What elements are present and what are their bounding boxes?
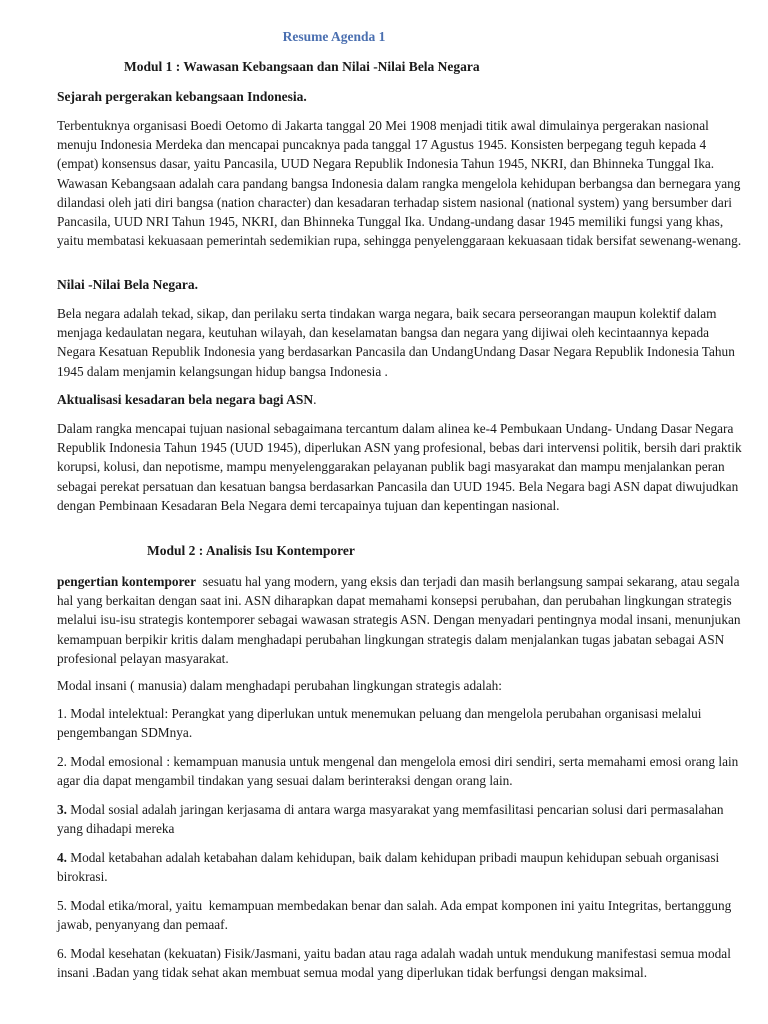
list-item-2 — [57, 752, 747, 790]
list-item-3 — [57, 800, 747, 838]
list-item-text: Modal ketabahan adalah ketabahan dalam kehidupan, baik dalam kehidupan pribadi maupun kehidupan sebuah organisasi birokrasi. — [57, 850, 720, 885]
paragraph-sejarah: Terbentuknya organisasi Boedi Oetomo di Jakarta tanggal 20 Mei 1908 menjadi titik awal dimulainya pergerakan nasional menuju Indonesia Merdeka dan mencapai puncaknya pada tanggal 17 Agustus 1945. Konsisten berpegang teguh kepada 4 (empat) konsensus dasar, yaitu Pancasila, UUD Negara Republik Indonesia Tahun 1945, NKRI, dan Bhinneka Tunggal Ika. Wawasan Kebangsaan adalah cara pandang bangsa Indonesia dalam rangka mengelola kehidupan berbangsa dan bernegara yang dilandasi oleh jati diri bangsa (nation character) dan kesadaran terhadap sistem nasional (national system) yang bersumber dari Pancasila, UUD NRI Tahun 1945, NKRI, dan Bhinneka Tunggal Ika. Undang-undang dasar 1945 memiliki fungsi yang khas, yaitu membatasi kekuasaan pemerintah sedemikian rupa, sehingga penyelenggaraan kekuasaan tidak bersifat sewenang-wenang. — [57, 118, 742, 249]
definition-kontemporer: sesuatu hal yang modern, yang eksis dan terjadi dan masih berlangsung sampai sekarang, atau segala hal yang berkaitan dengan saat ini. ASN diharapkan dapat memahami konsepsi perubahan, dan perubahan lingkungan strategis melalui isu-isu strategis kontemporer sebagai wawasan strategis ASN. Dengan menyadari pentingnya modal insani, menunjukan kemampuan berpikir kritis dalam menghadapi perubahan lingkungan strategis dalam menjalankan tugas jabatan sebagai ASN profesional pelayan masyarakat. — [57, 574, 744, 666]
paragraph-aktualisasi: Dalam rangka mencapai tujuan nasional sebagaimana tercantum dalam alinea ke-4 Pembukaan Undang- Undang Dasar Negara Republik Indonesia Tahun 1945 (UUD 1945), diperlukan ASN yang profesional, bebas dari intervensi politik, bersih dari praktik korupsi, kolusi, dan nepotisme, mampu menyelenggarakan pelayanan publik bagi masyarakat dan mampu menjalankan peran sebagai perekat persatuan dan kesatuan bangsa berdasarkan Pancasila dan UUD 1945. Bela Negara bagi ASN dapat diwujudkan dengan Pembinaan Kesadaran Bela Negara demi tercapainya tujuan dan kepentingan nasional. — [57, 421, 742, 513]
list-item-text: Modal emosional : kemampuan manusia untuk mengenal dan mengelola emosi diri sendiri, serta memahami emosi orang lain agar dia dapat mengambil tindakan yang sesuai dalam berinteraksi dengan orang lain. — [57, 754, 739, 789]
list-item-number: 3. — [57, 802, 67, 817]
modul-1-heading: Modul 1 : Wawasan Kebangsaan dan Nilai -Nilai Bela Negara — [124, 59, 480, 74]
term-kontemporer: pengertian kontemporer — [57, 574, 196, 589]
list-item-number: 5. — [57, 898, 67, 913]
section-heading-sejarah: Sejarah pergerakan kebangsaan Indonesia. — [57, 89, 307, 104]
list-item-text: Modal kesehatan (kekuatan) Fisik/Jasmani, yaitu badan atau raga adalah wadah untuk mendukung manifestasi semua modal insani .Badan yang tidak sehat akan membuat semua modal yang diperlukan tidak berfungsi dengan maksimal. — [57, 946, 731, 981]
list-item-number: 2. — [57, 754, 67, 769]
list-item-5 — [57, 896, 747, 934]
paragraph-bela-negara: Bela negara adalah tekad, sikap, dan perilaku serta tindakan warga negara, baik secara perseorangan maupun kolektif dalam menjaga kedaulatan negara, keutuhan wilayah, dan keselamatan bangsa dan negara yang dijiwai oleh kecintaannya kepada Negara Kesatuan Republik Indonesia yang berdasarkan Pancasila dan UndangUndang Dasar Negara Republik Indonesia Tahun 1945 dalam menjamin kelangsungan hidup bangsa Indonesia . — [57, 306, 735, 379]
section-heading-aktualisasi-text: Aktualisasi kesadaran bela negara bagi ASN — [57, 392, 314, 407]
list-item-text: Modal etika/moral, yaitu kemampuan membedakan benar dan salah. Ada empat komponen ini yaitu Integritas, bertanggung jawab, penyanyang dan pemaaf. — [57, 898, 735, 933]
list-item-number: 6. — [57, 946, 67, 961]
list-item-6 — [57, 944, 747, 982]
list-item-text: Modal intelektual: Perangkat yang diperlukan untuk menemukan peluang dan mengelola perubahan organisasi melalui pengembangan SDMnya. — [57, 706, 702, 741]
modul-2-heading: Modul 2 : Analisis Isu Kontemporer — [147, 543, 355, 558]
list-item-1 — [57, 704, 747, 742]
section-heading-aktualisasi — [57, 392, 317, 408]
section-heading-aktualisasi-period: . — [313, 392, 317, 407]
document-title: Resume Agenda 1 — [282, 29, 386, 44]
section-heading-nilai-bela-negara: Nilai -Nilai Bela Negara. — [57, 277, 198, 292]
list-item-4 — [57, 848, 747, 886]
modal-insani-intro: Modal insani ( manusia) dalam menghadapi perubahan lingkungan strategis adalah: — [57, 678, 502, 693]
list-item-text: Modal sosial adalah jaringan kerjasama di antara warga masyarakat yang memfasilitasi pencarian solusi dari permasalahan yang dihadapi mereka — [57, 802, 724, 837]
list-item-number: 1. — [57, 706, 67, 721]
list-item-number: 4. — [57, 850, 67, 865]
paragraph-kontemporer — [57, 572, 747, 668]
